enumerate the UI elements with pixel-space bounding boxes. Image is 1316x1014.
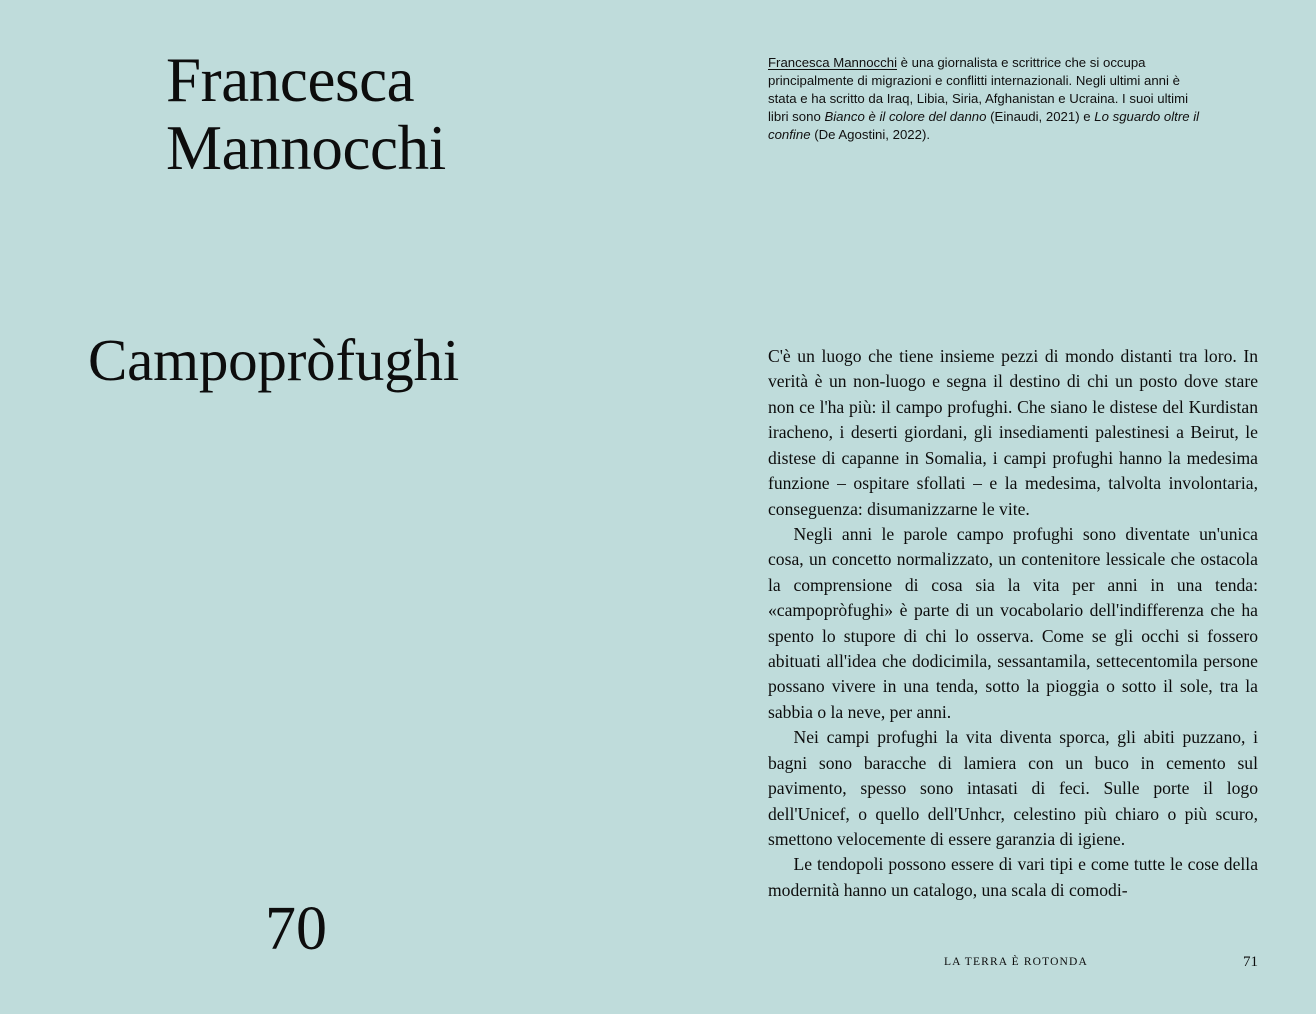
author-bio-name: Francesca Mannocchi <box>768 55 898 70</box>
body-paragraph: Nei campi profughi la vita diventa sporca, gli abiti puzzano, i bagni sono baracche di lamiera con un buco in cemento sul pavimento, spesso sono intasati di feci. Sulle porte il logo dell'Unicef, o quello dell'Unhcr, celestino più chiaro o più scuro, smettono velocemente di essere garanzia di igiene. <box>768 727 1258 850</box>
body-paragraph: C'è un luogo che tiene insieme pezzi di mondo distanti tra loro. In verità è un non-luogo e segna il destino di chi un posto dove stare non ce l'ha più: il campo profughi. Che siano le distese del Kurdistan iracheno, i deserti giordani, gli insediamenti palestinesi a Beirut, le distese di capanne in Somalia, i campi profughi hanno la medesima funzione – ospitare sfollati – e la medesima, talvolta involontaria, conseguenza: disumanizzarne le vite. <box>768 346 1258 519</box>
author-bio-text-1: è una giornalista e scrittrice che si occupa principalmente di migrazioni e conflitti internazionali. Negli ultimi anni è stata e ha scritto da Iraq, Libia, Siria, Afghanistan e Ucraina. I suoi ultimi libri sono <box>768 55 1189 124</box>
article-title: Campopròfughi <box>88 327 460 393</box>
body-paragraph: Le tendopoli possono essere di vari tipi e come tutte le cose della modernità hanno un catalogo, una scala di comodi- <box>768 854 1258 900</box>
body-paragraph: Negli anni le parole campo profughi sono diventate un'unica cosa, un concetto normalizzato, un contenitore lessicale che ostacola la comprensione di cosa sia la vita per anni in una tenda: «campopròfughi» è parte di un vocabolario dell'indifferenza che ha spento lo stupore di chi lo osserva. Come se gli occhi si fossero abituati all'idea che dodicimila, sessantamila, settecentomila persone possano vivere in una tenda, sotto la pioggia o sotto il sole, tra la sabbia o la neve, per anni. <box>768 523 1258 722</box>
author-bio <box>768 54 1211 144</box>
right-page <box>658 0 1316 1014</box>
author-name: Francesca Mannocchi <box>166 45 446 184</box>
running-footer: LA TERRA È ROTONDA <box>944 956 1088 968</box>
author-bio-text-2: (Einaudi, 2021) e <box>986 108 1095 124</box>
body-text-column <box>768 344 1258 903</box>
folio-left: 70 <box>265 895 327 963</box>
author-bio-book-title-2: Lo sguardo oltre il confine <box>768 108 1200 142</box>
author-bio-book-title-1: Bianco è il colore del danno <box>824 108 987 124</box>
folio-right: 71 <box>1243 954 1258 970</box>
author-bio-text-3: (De Agostini, 2022). <box>810 126 931 142</box>
